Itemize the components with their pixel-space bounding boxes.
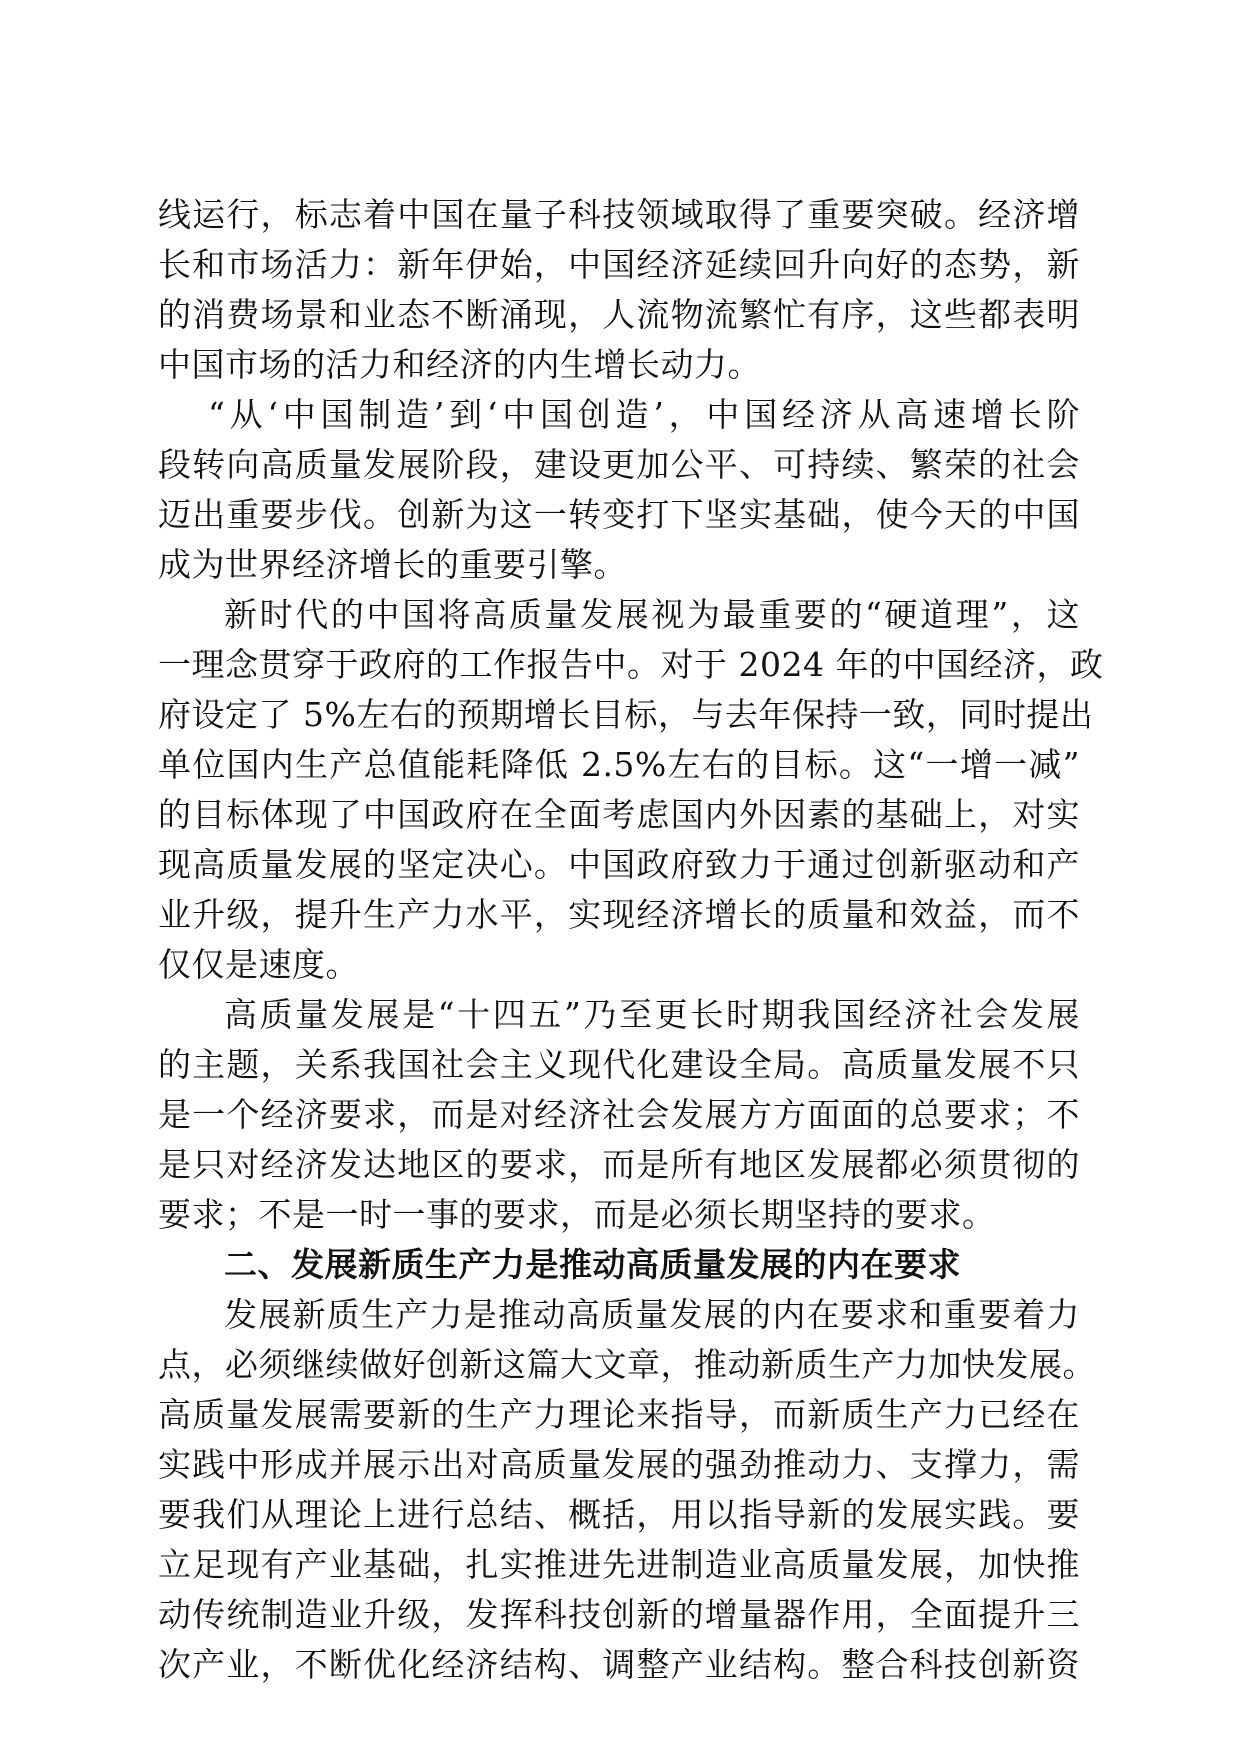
- paragraph-high-quality-development: [158, 590, 1104, 990]
- text-line: 的目标体现了中国政府在全面考虑国内外因素的基础上，对实: [158, 795, 1080, 834]
- text-line: 新时代的中国将高质量发展视为最重要的“硬道理”，这: [224, 595, 1080, 634]
- text-line: 要求；不是一时一事的要求，而是必须长期坚持的要求。: [158, 1195, 996, 1234]
- text-line: 实践中形成并展示出对高质量发展的强劲推动力、支撑力，需: [158, 1445, 1080, 1484]
- text-line: 单位国内生产总值能耗降低 2.5%左右的目标。这“一增一减”: [158, 745, 1080, 784]
- text-line: 立足现有产业基础，扎实推进先进制造业高质量发展，加快推: [158, 1545, 1080, 1584]
- text-line: 的主题，关系我国社会主义现代化建设全局。高质量发展不只: [158, 1045, 1080, 1084]
- paragraph-fourteenth-five-year: [158, 990, 1080, 1240]
- text-line: 府设定了 5%左右的预期增长目标，与去年保持一致，同时提出: [158, 695, 1094, 734]
- paragraph-quantum-economy: [158, 190, 1080, 390]
- section-heading: 二、发展新质生产力是推动高质量发展的内在要求: [224, 1245, 961, 1284]
- text-line: 是一个经济要求，而是对经济社会发展方方面面的总要求；不: [158, 1095, 1080, 1134]
- text-line: 高质量发展需要新的生产力理论来指导，而新质生产力已经在: [158, 1395, 1080, 1434]
- text-line: 中国市场的活力和经济的内生增长动力。: [158, 345, 761, 384]
- text-line: 段转向高质量发展阶段，建设更加公平、可持续、繁荣的社会: [158, 445, 1080, 484]
- text-line: 成为世界经济增长的重要引擎。: [158, 545, 627, 584]
- text-line: 现高质量发展的坚定决心。中国政府致力于通过创新驱动和产: [158, 845, 1080, 884]
- text-line: 发展新质生产力是推动高质量发展的内在要求和重要着力: [224, 1295, 1080, 1334]
- text-line: 次产业，不断优化经济结构、调整产业结构。整合科技创新资: [158, 1645, 1080, 1684]
- text-line: 高质量发展是“十四五”乃至更长时期我国经济社会发展: [224, 995, 1080, 1034]
- text-line: 点，必须继续做好创新这篇大文章，推动新质生产力加快发展。: [158, 1345, 1096, 1384]
- text-line: 业升级，提升生产力水平，实现经济增长的质量和效益，而不: [158, 895, 1080, 934]
- text-line: 要我们从理论上进行总结、概括，用以指导新的发展实践。要: [158, 1495, 1080, 1534]
- text-line: 迈出重要步伐。创新为这一转变打下坚实基础，使今天的中国: [158, 495, 1080, 534]
- text-line: 线运行，标志着中国在量子科技领域取得了重要突破。经济增: [158, 195, 1080, 234]
- text-line: “从‘中国制造’到‘中国创造’，中国经济从高速增长阶: [208, 395, 1080, 434]
- paragraph-new-productive-forces: [158, 1290, 1096, 1690]
- text-line: 一理念贯穿于政府的工作报告中。对于 2024 年的中国经济，政: [158, 645, 1104, 684]
- text-line: 长和市场活力：新年伊始，中国经济延续回升向好的态势，新: [158, 245, 1080, 284]
- text-line: 是只对经济发达地区的要求，而是所有地区发展都必须贯彻的: [158, 1145, 1080, 1184]
- text-line: 的消费场景和业态不断涌现，人流物流繁忙有序，这些都表明: [158, 295, 1080, 334]
- document-body: [158, 190, 1104, 1690]
- paragraph-made-to-created: [158, 390, 1080, 590]
- text-line: 仅仅是速度。: [158, 945, 359, 984]
- text-line: 动传统制造业升级，发挥科技创新的增量器作用，全面提升三: [158, 1595, 1080, 1634]
